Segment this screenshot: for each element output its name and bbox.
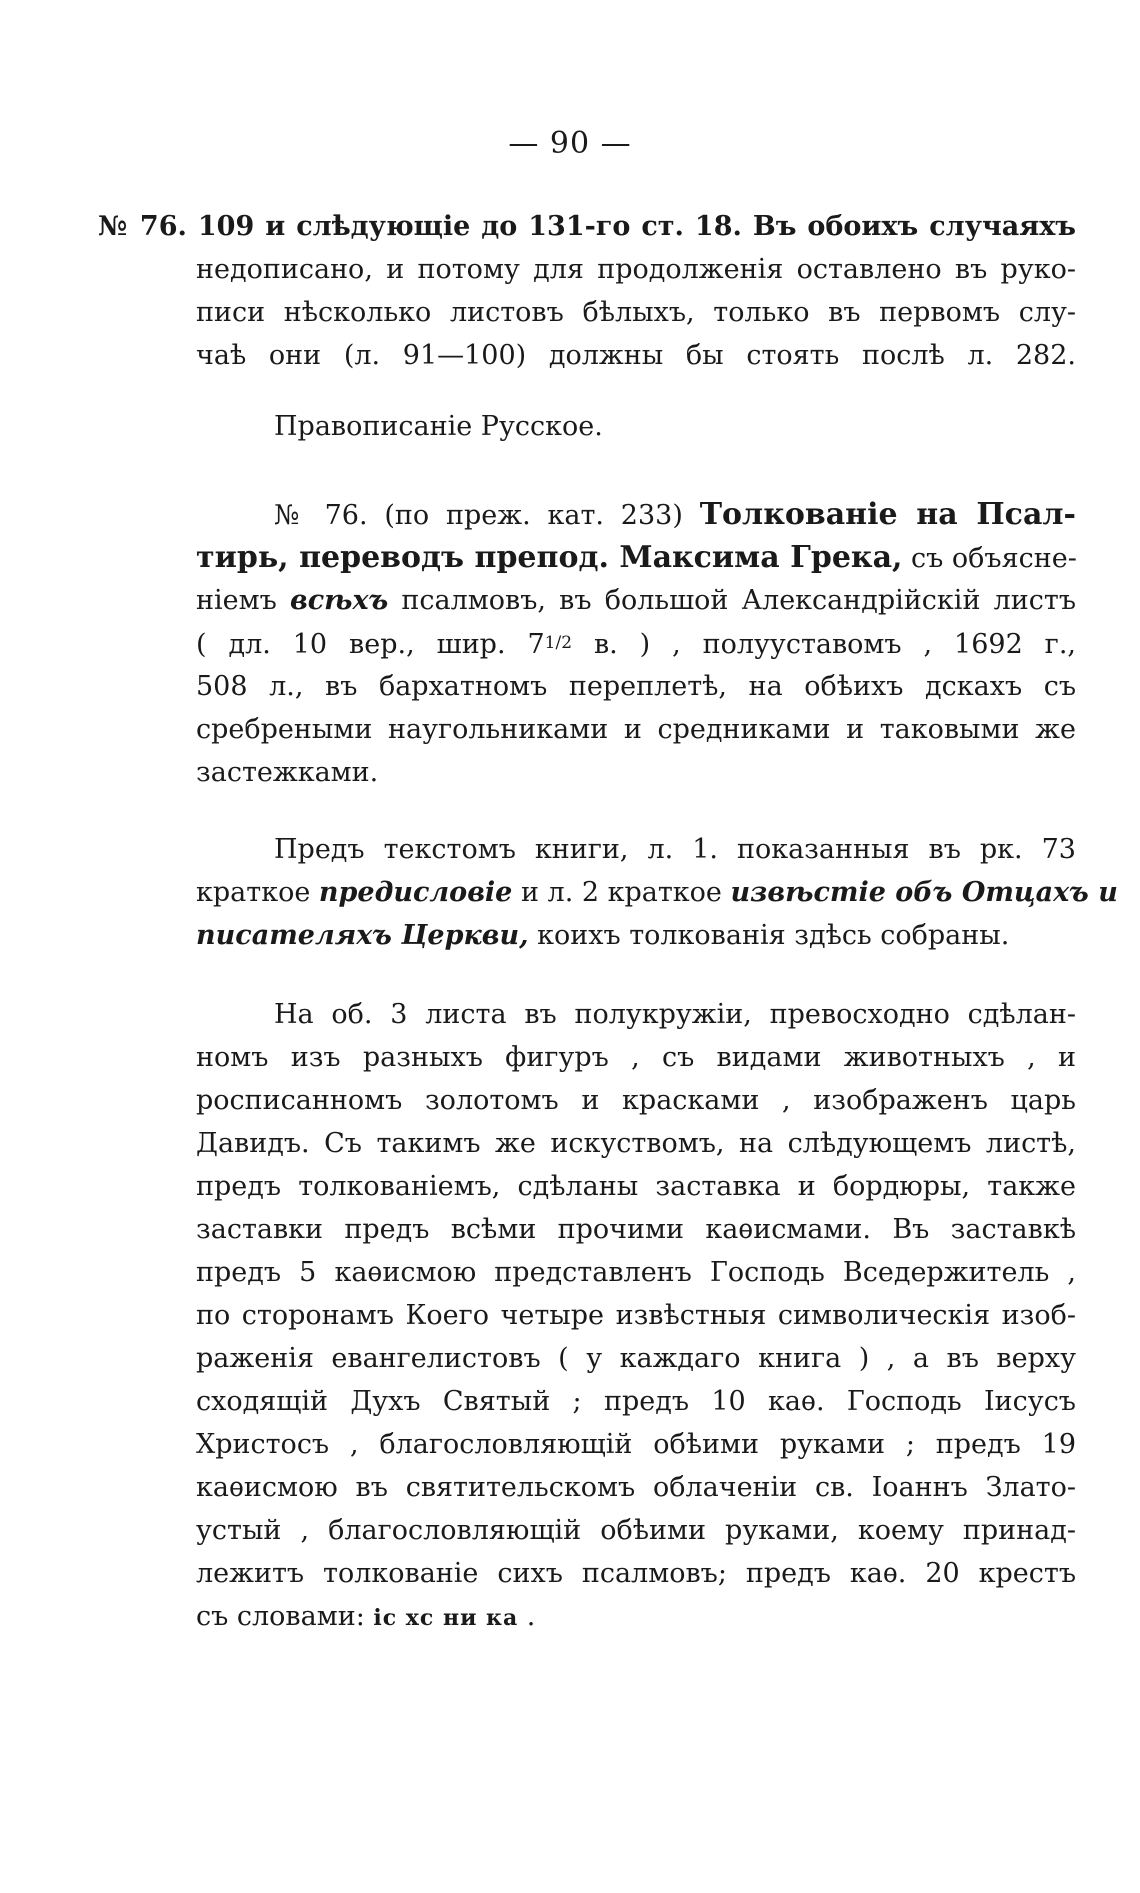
fraction: 1/2: [544, 633, 573, 653]
text-line: [196, 871, 1118, 914]
text-span: съ объясне-: [902, 543, 1077, 574]
emphasis-text: писателяхъ Церкви,: [196, 920, 529, 951]
text-line: [196, 493, 1076, 536]
text-line: лежитъ толкованіе сихъ псалмовъ; предъ каѳ. 20 крестъ: [196, 1558, 1076, 1589]
text-line: [196, 622, 1076, 665]
text-line: сребреными наугольниками и средниками и таковыми же: [196, 714, 1076, 745]
text-line: Предъ текстомъ книги, л. 1. показанныя въ рк. 73: [274, 834, 1076, 865]
text-line: заставки предъ всѣми прочими каѳисмами. Въ заставкѣ: [196, 1214, 1076, 1245]
text-line: предъ толкованіемъ, сдѣланы заставка и бордюры, также: [196, 1171, 1076, 1202]
text-line: каѳисмою въ святительскомъ облаченіи св. Іоаннъ Злато-: [196, 1472, 1076, 1503]
slavonic-abbreviation: іс хс ни ка: [373, 1605, 519, 1631]
text-span: .: [518, 1601, 536, 1632]
text-span: и л. 2 краткое: [512, 877, 731, 908]
text-line: чаѣ они (л. 91—100) должны бы стоять послѣ л. 282.: [196, 340, 1076, 371]
text-span: псалмовъ, въ большой Александрійскій листъ: [388, 585, 1076, 616]
paragraph-continuation: [98, 205, 1076, 377]
text-line: номъ изъ разныхъ фигуръ , съ видами животныхъ , и: [196, 1042, 1076, 1073]
text-line: по сторонамъ Коего четыре извѣстныя символическія изоб-: [196, 1300, 1076, 1331]
text-line: предъ 5 каѳисмою представленъ Господь Вседержитель ,: [196, 1257, 1076, 1288]
text-line: Давидъ. Съ такимъ же искуствомъ, на слѣдующемъ листѣ,: [196, 1128, 1076, 1159]
illumination-paragraph: [196, 993, 1076, 1638]
text-line: Христосъ , благословляющій обѣими руками ; предъ 19: [196, 1429, 1076, 1460]
text-line: сходящій Духъ Святый ; предъ 10 каѳ. Господь Іисусъ: [196, 1386, 1076, 1417]
text-line: [196, 914, 1076, 957]
text-line: 508 л., въ бархатномъ переплетѣ, на обѣихъ дскахъ съ: [196, 671, 1076, 702]
text-span: ( дл. 10 вер., шир. 7: [196, 629, 545, 660]
text-line: [196, 1595, 1076, 1638]
entry-number: № 76. (по преж. кат. 233): [274, 500, 700, 531]
text-span: в. ) , полууставомъ , 1692 г.,: [572, 629, 1076, 660]
text-line: [196, 536, 1076, 579]
text-line: писи нѣсколько листовъ бѣлыхъ, только въ первомъ слу-: [196, 297, 1076, 328]
catalog-entry-76: [196, 493, 1076, 794]
text-line: раженія евангелистовъ ( у каждаго книга ) , а въ верху: [196, 1343, 1076, 1374]
text-line: № 76. 109 и слѣдующіе до 131-го ст. 18. Въ обоихъ случаяхъ: [98, 211, 1076, 242]
text-line: [196, 579, 1076, 622]
entry-title-cont: тирь, переводъ препод. Максима Грека,: [196, 540, 903, 575]
text-line: устый , благословляющій обѣими руками, коему принад-: [196, 1515, 1076, 1546]
text-line: росписанномъ золотомъ и красками , изображенъ царь: [196, 1085, 1076, 1116]
text-span: коихъ толкованія здѣсь собраны.: [528, 920, 1010, 951]
emphasis-text: извѣстіе объ Отцахъ и: [730, 877, 1118, 908]
emphasis-text: предисловіе: [318, 877, 513, 908]
entry-title: Толкованіе на Псал-: [699, 497, 1076, 532]
text-line: Правописаніе Русское.: [274, 411, 603, 442]
text-line: застежками.: [196, 757, 379, 788]
text-line: недописано, и потому для продолженія оставлено въ руко-: [196, 254, 1076, 285]
preface-paragraph: [196, 828, 1118, 957]
text-span: краткое: [196, 877, 319, 908]
emphasis-text: всѣхъ: [289, 585, 389, 616]
page-number: — 90 —: [508, 126, 632, 161]
text-line: На об. 3 листа въ полукружіи, превосходно сдѣлан-: [274, 999, 1076, 1030]
text-span: ніемъ: [196, 585, 290, 616]
text-span: съ словами:: [196, 1601, 374, 1632]
orthography-note: [196, 405, 1076, 448]
